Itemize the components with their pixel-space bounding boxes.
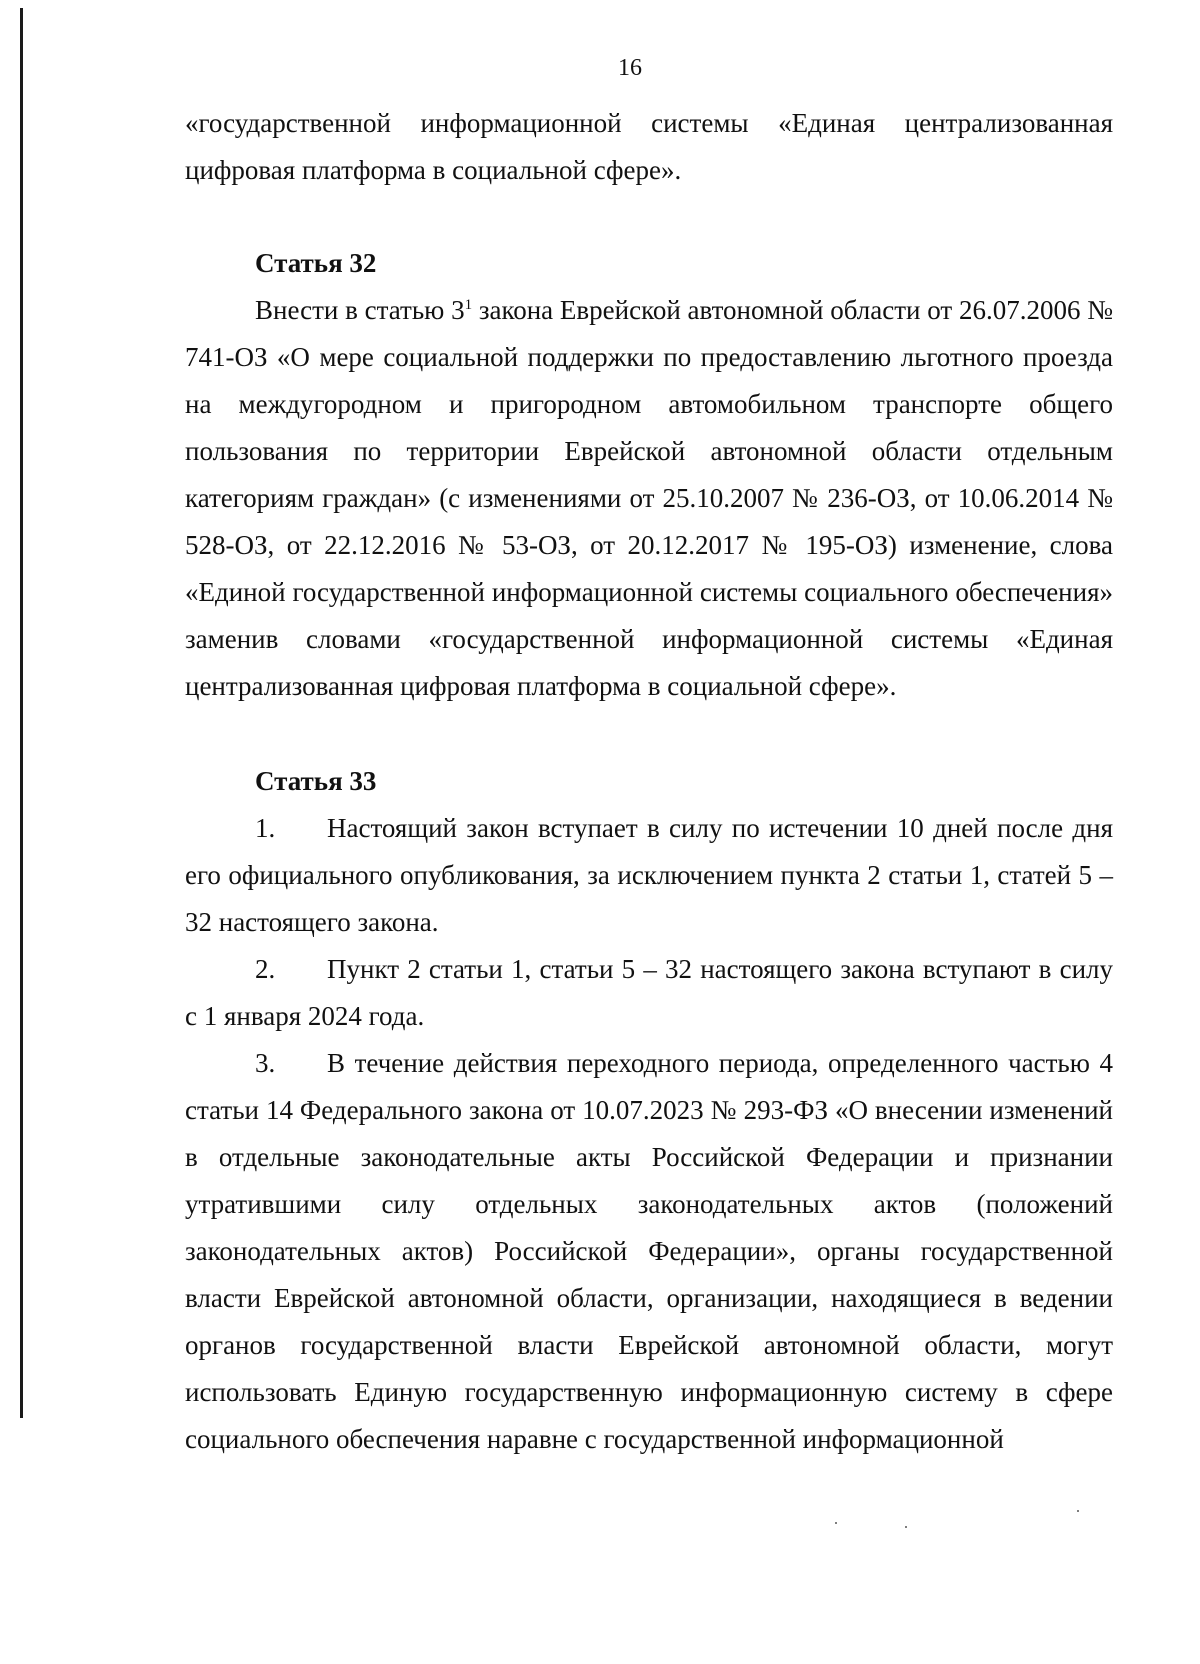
article-33-item-3 xyxy=(185,1040,1113,1463)
item-text: Пункт 2 статьи 1, статьи 5 – 32 настоящего закона вступают в силу с 1 января 2024 года. xyxy=(185,954,1113,1031)
item-number: 1. xyxy=(255,813,276,843)
item-number: 2. xyxy=(255,954,276,984)
spacer xyxy=(185,194,1113,240)
document-body xyxy=(185,100,1113,1463)
item-text: Настоящий закон вступает в силу по истечении 10 дней после дня его официального опубликования, за исключением пункта 2 статьи 1, статей 5 – 32 настоящего закона. xyxy=(185,813,1113,937)
article-32-heading: Статья 32 xyxy=(255,248,377,278)
scan-speck xyxy=(835,1522,837,1524)
scan-edge-line xyxy=(20,8,23,1418)
article-33-item-2 xyxy=(185,946,1113,1040)
article-33-item-1 xyxy=(185,805,1113,946)
item-number: 3. xyxy=(255,1048,276,1078)
spacer xyxy=(185,710,1113,758)
article-33-heading: Статья 33 xyxy=(255,766,377,796)
item-text: В течение действия переходного периода, определенного частью 4 статьи 14 Федерального закона от 10.07.2023 № 293-ФЗ «О внесении изменений в отдельные законодательные акты Российской Федерации и признании утратившими силу отдельных законодательных актов (положений законодательных актов) Российской Федерации», органы государственной власти Еврейской автономной области, организации, находящиеся в ведении органов государственной власти Еврейской автономной области, могут использовать Единую государственную информационную систему в сфере социального обеспечения наравне с государственной информационной xyxy=(185,1048,1113,1454)
article-32-text-start: Внести в статью 3 xyxy=(255,295,465,325)
article-32-paragraph xyxy=(185,287,1113,710)
scan-speck xyxy=(905,1526,907,1528)
page-number: 16 xyxy=(618,55,642,81)
article-32-superscript: 1 xyxy=(464,297,473,313)
article-32-text-rest: закона Еврейской автономной области от 26.07.2006 № 741-ОЗ «О мере социальной поддержки по предоставлению льготного проезда на междугородном и пригородном автомобильном транспорте общего пользования по территории Еврейской автономной области отдельным категориям граждан» (с изменениями от 25.10.2007 № 236-ОЗ, от 10.06.2014 № 528-ОЗ, от 22.12.2016 № 53-ОЗ, от 20.12.2017 № 195-ОЗ) изменение, слова «Единой государственной информационной системы социального обеспечения» заменив словами «государственной информационной системы «Единая централизованная цифровая платформа в социальной сфере». xyxy=(185,295,1113,701)
continuation-paragraph: «государственной информационной системы «Единая централизованная цифровая платформа в социальной сфере». xyxy=(185,108,1113,185)
scan-speck xyxy=(1077,1510,1079,1512)
